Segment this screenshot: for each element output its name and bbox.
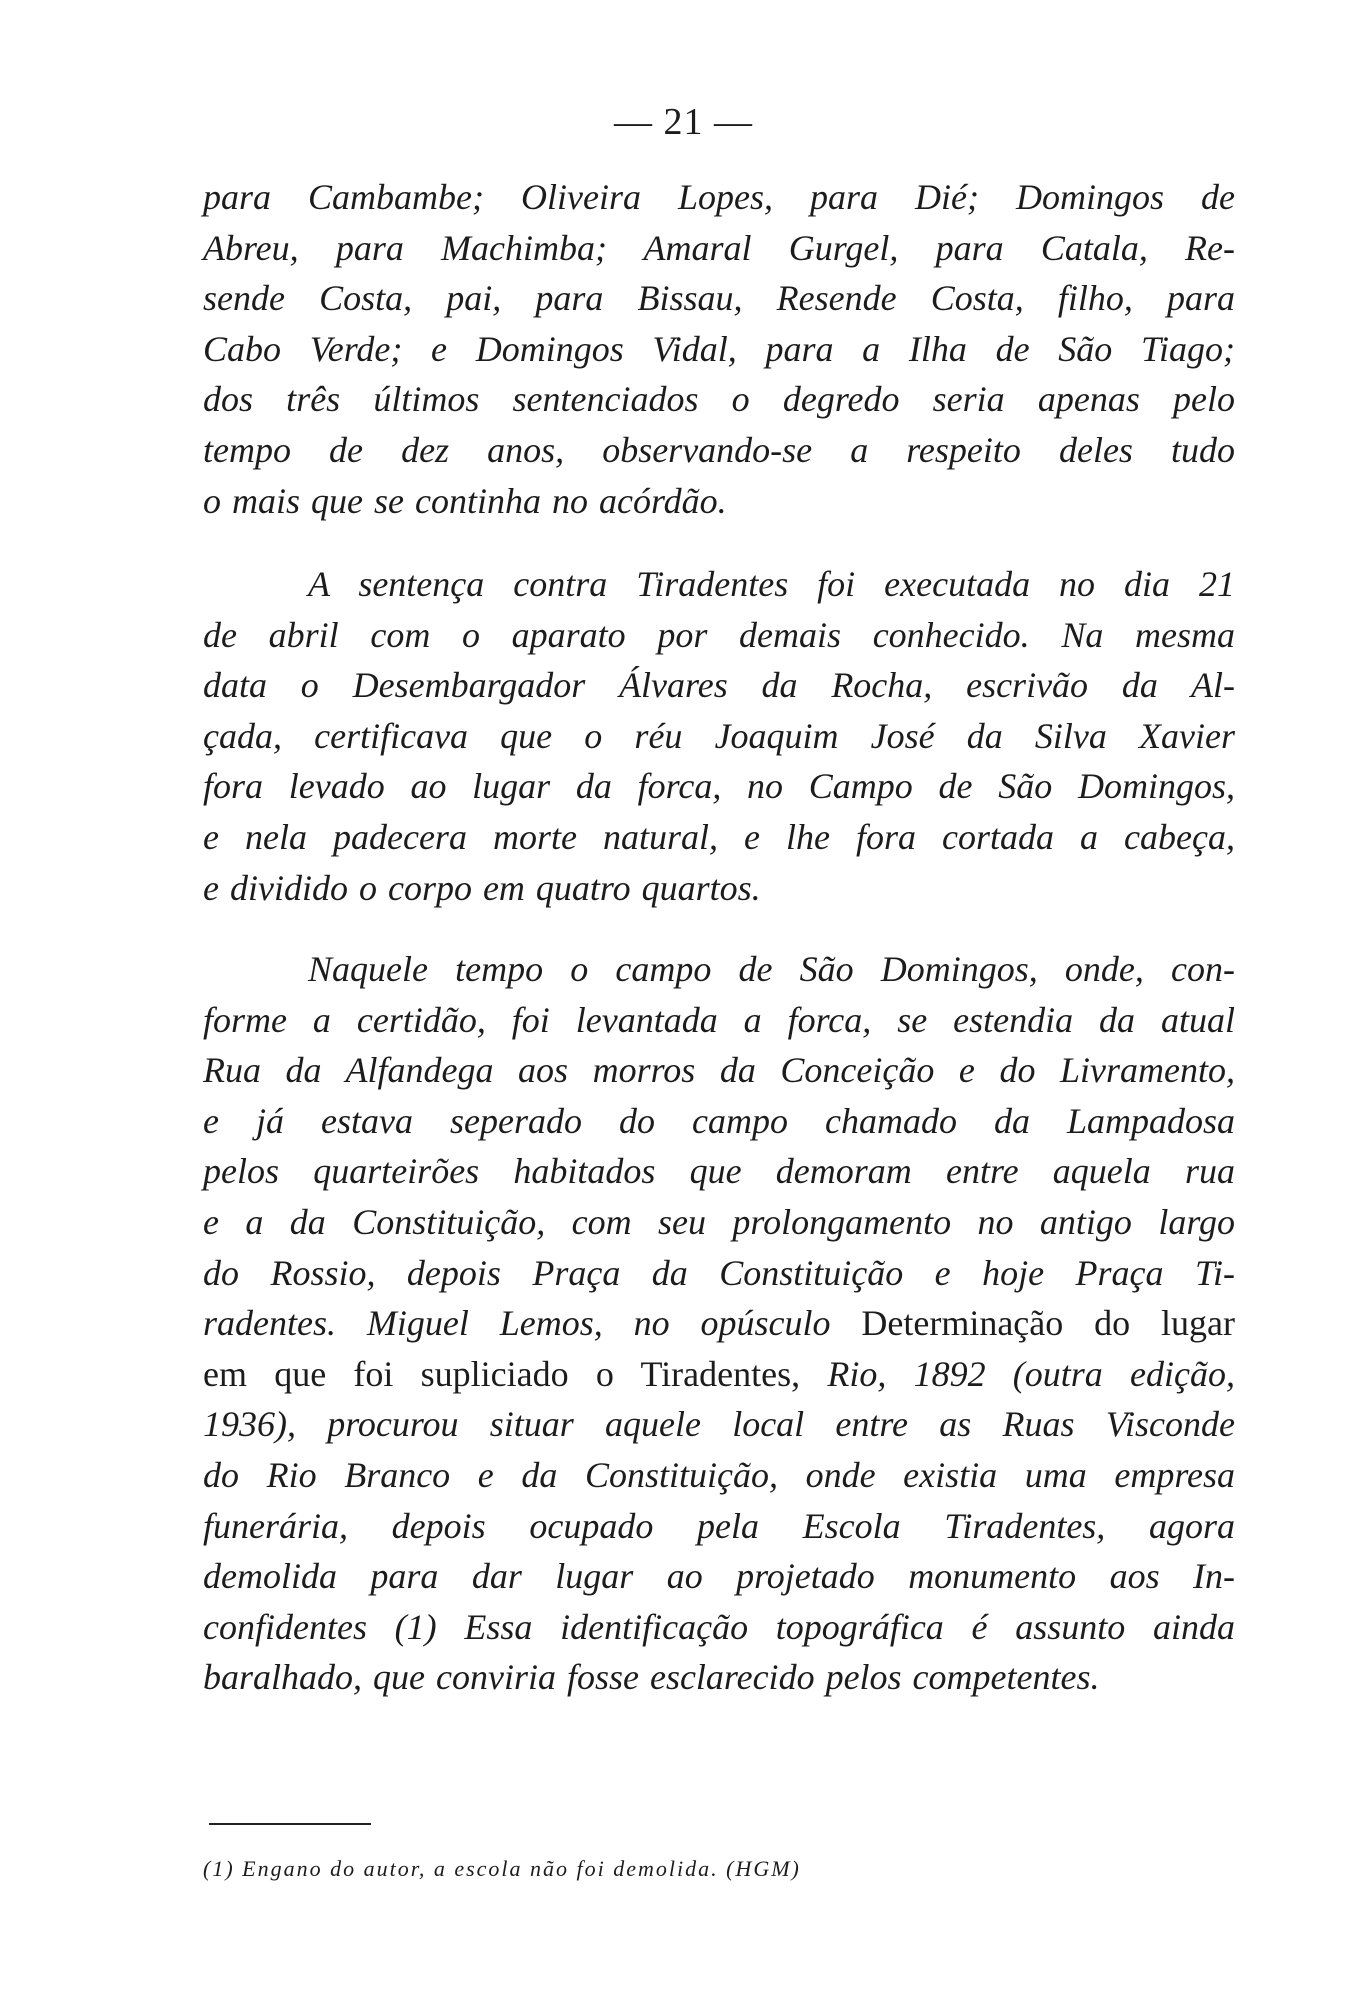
text-line: Naquele tempo o campo de São Domingos, onde, con- (308, 949, 1235, 989)
text-line: 1936), procurou situar aquele local entre as Ruas Visconde (203, 1404, 1235, 1445)
text-line: dos três últimos sentenciados o degredo seria apenas pelo (203, 379, 1235, 420)
paragraph-2 (203, 559, 1235, 913)
text-line: e nela padecera morte natural, e lhe fora cortada a cabeça, (203, 816, 1235, 857)
text-segment-italic: radentes. Miguel Lemos, no opúsculo (203, 1303, 862, 1344)
text-line: e a da Constituição, com seu prolongamento no antigo largo (203, 1201, 1235, 1242)
text-line: e dividido o corpo em quatro quartos. (203, 867, 761, 908)
book-title-segment: Determinação do lugar (861, 1303, 1235, 1344)
text-line: Rua da Alfandega aos morros da Conceição e do Livramento, (203, 1050, 1235, 1091)
text-line: forme a certidão, foi levantada a forca, se estendia da atual (203, 999, 1235, 1040)
text-line: çada, certificava que o réu Joaquim José da Silva Xavier (203, 715, 1235, 756)
text-line: do Rio Branco e da Constituição, onde existia uma empresa (203, 1454, 1235, 1495)
text-line: o mais que se continha no acórdão. (203, 480, 727, 521)
text-line: sende Costa, pai, para Bissau, Resende Costa, filho, para (203, 278, 1235, 319)
text-line: demolida para dar lugar ao projetado monumento aos In- (203, 1556, 1235, 1597)
text-line: para Cambambe; Oliveira Lopes, para Dié; Domingos de (203, 177, 1235, 217)
paragraph-1 (203, 172, 1235, 526)
text-line: Cabo Verde; e Domingos Vidal, para a Ilha de São Tiago; (203, 328, 1235, 369)
text-line: de abril com o aparato por demais conhecido. Na mesma (203, 614, 1235, 655)
text-line-mixed (203, 1298, 1235, 1349)
text-line: baralhado, que conviria fosse esclarecido pelos competentes. (203, 1657, 1100, 1698)
text-line: A sentença contra Tiradentes foi executada no dia 21 (308, 564, 1235, 604)
text-line-mixed (203, 1349, 1235, 1400)
text-line: funerária, depois ocupado pela Escola Tiradentes, agora (203, 1505, 1235, 1546)
text-line: fora levado ao lugar da forca, no Campo de São Domingos, (203, 766, 1235, 807)
footnote-divider (209, 1823, 371, 1825)
paragraph-3 (203, 944, 1235, 1703)
text-line: confidentes (1) Essa identificação topográfica é assunto ainda (203, 1606, 1235, 1647)
book-title-segment: em que foi supliciado o Tiradentes, (203, 1353, 828, 1394)
text-segment-italic: Rio, 1892 (outra edição, (827, 1353, 1235, 1394)
footnote: (1) Engano do autor, a escola não foi demolida. (HGM) (203, 1856, 801, 1881)
page-number: — 21 — (614, 101, 753, 143)
text-line: data o Desembargador Álvares da Rocha, escrivão da Al- (203, 665, 1235, 706)
text-line: pelos quarteirões habitados que demoram entre aquela rua (203, 1151, 1235, 1192)
text-line: tempo de dez anos, observando-se a respeito deles tudo (203, 429, 1235, 470)
text-line: e já estava seperado do campo chamado da Lampadosa (203, 1100, 1235, 1141)
text-line: Abreu, para Machimba; Amaral Gurgel, para Catala, Re- (203, 227, 1235, 268)
text-line: do Rossio, depois Praça da Constituição e hoje Praça Ti- (203, 1252, 1235, 1293)
